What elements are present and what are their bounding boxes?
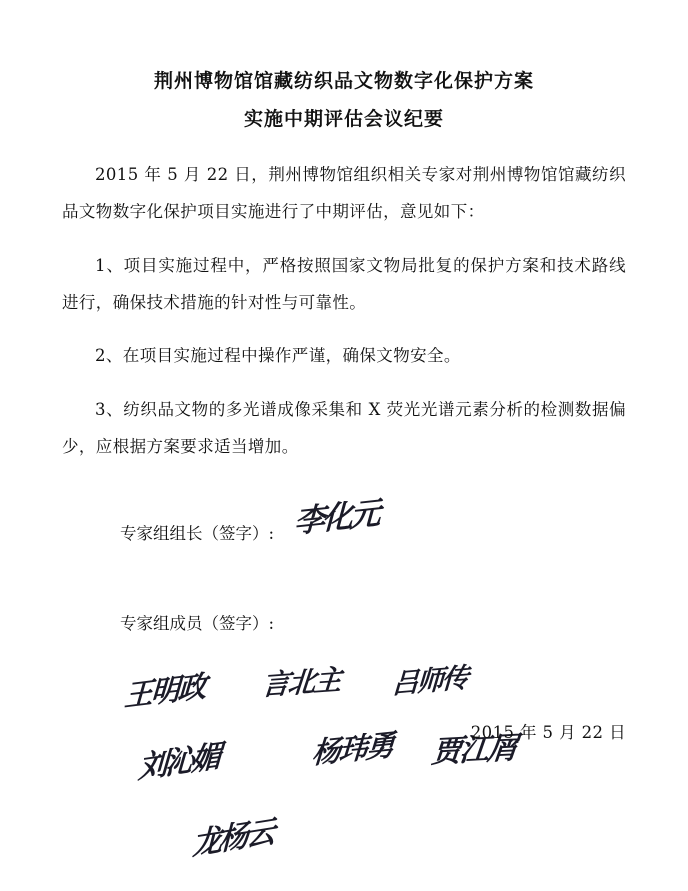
members-signature-row: [62, 607, 626, 641]
member-signature-5: 贾江屑: [429, 730, 518, 770]
leader-signature-label: 专家组组长（签字）:: [120, 523, 275, 543]
members-handwritten-signatures: [62, 645, 626, 875]
paragraph-intro: 2015 年 5 月 22 日，荆州博物馆组织相关专家对荆州博物馆馆藏纺织品文物数字化保护项目实施进行了中期评估，意见如下：: [62, 165, 626, 221]
title-line-2: 实施中期评估会议纪要: [243, 108, 444, 130]
member-signature-6: 刘沁媚: [137, 738, 220, 786]
paragraph-item-2: 2、在项目实施过程中操作严谨，确保文物安全。: [95, 346, 461, 365]
document-title: [62, 0, 626, 138]
leader-handwritten-signature: 李化元: [293, 494, 379, 541]
member-signature-4: 杨玮勇: [310, 727, 394, 770]
member-signature-7: 龙杨云: [192, 813, 273, 863]
document-body: [62, 156, 626, 465]
members-signature-label: 专家组成员（签字）:: [120, 613, 275, 633]
document-date: 2015 年 5 月 22 日: [470, 723, 626, 742]
member-signature-1: 王明政: [123, 668, 206, 713]
paragraph-item-3: 3、纺织品文物的多光谱成像采集和 X 荧光光谱元素分析的检测数据偏少，应根据方案要求适当增加。: [62, 399, 626, 456]
member-signature-3: 吕师传: [391, 662, 468, 700]
signature-section: [62, 494, 626, 875]
paragraph-item-1: 1、项目实施过程中，严格按照国家文物局批复的保护方案和技术路线进行，确保技术措施的针对性与可靠性。: [62, 255, 626, 312]
leader-signature-row: [62, 494, 626, 551]
member-signature-2: 言北主: [260, 662, 342, 702]
title-line-1: 荆州博物馆馆藏纺织品文物数字化保护方案: [153, 70, 534, 92]
